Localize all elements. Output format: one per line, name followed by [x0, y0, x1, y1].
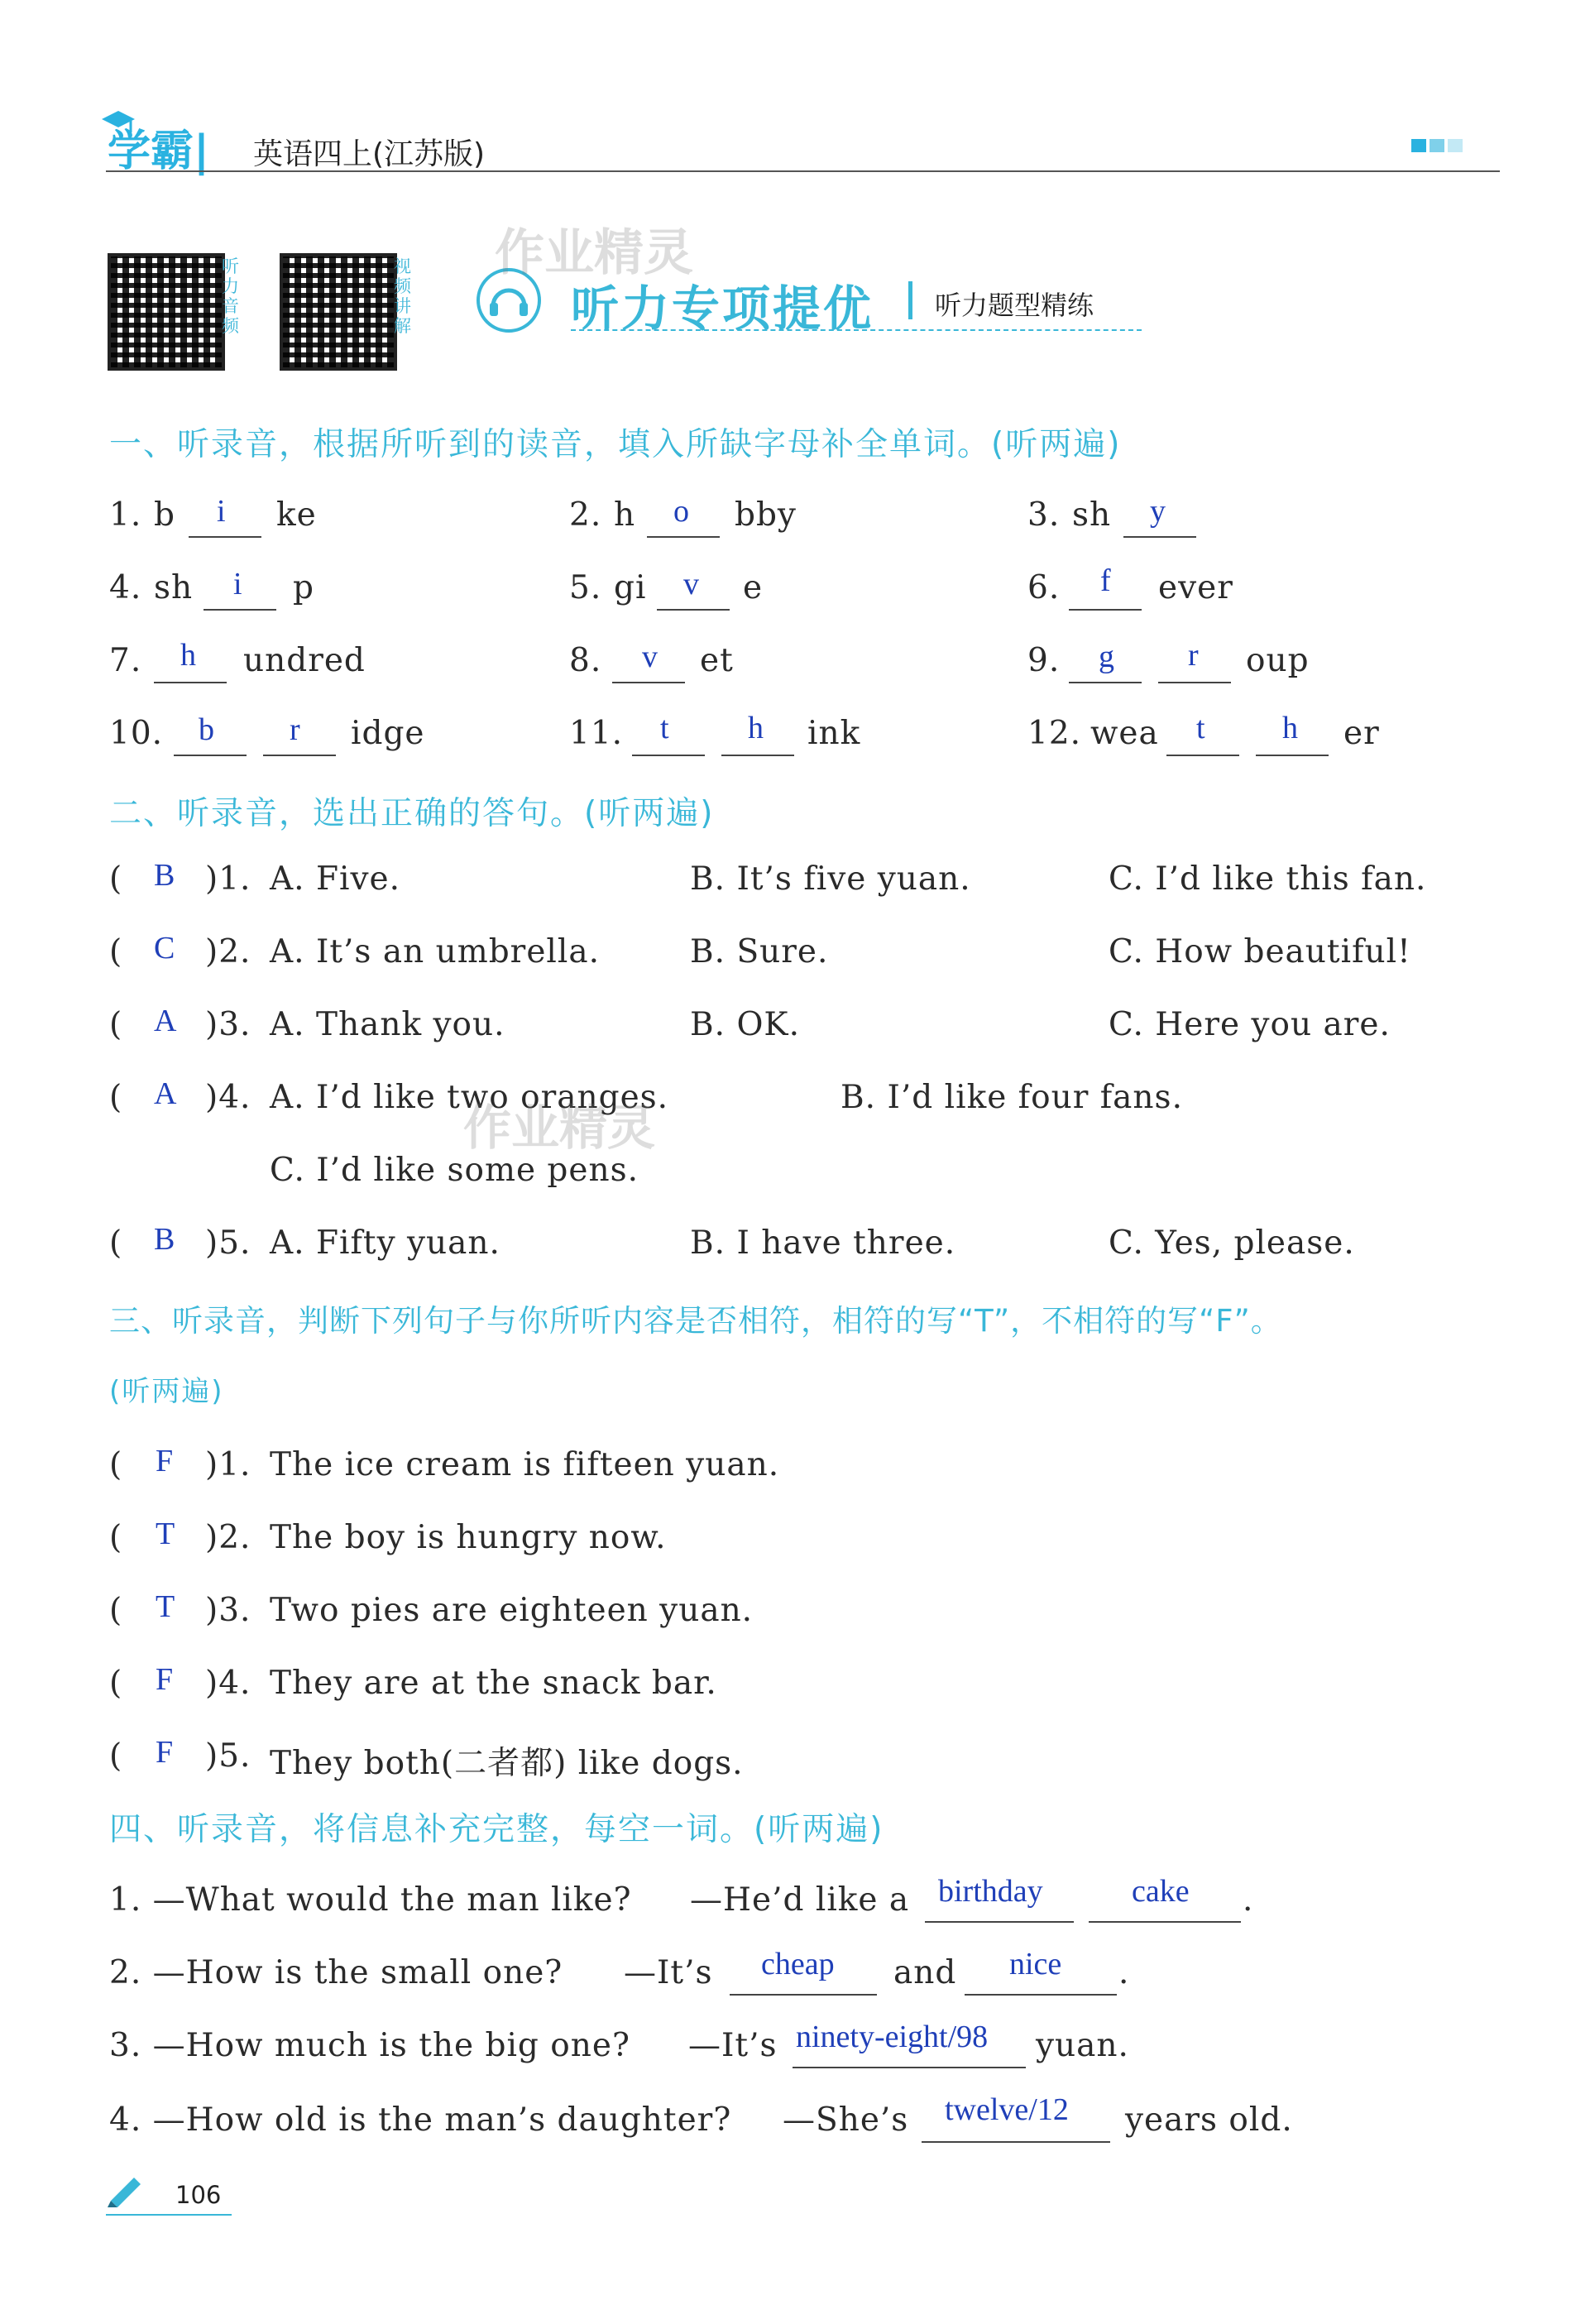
s1-item11-answer1[interactable]: t — [660, 711, 669, 745]
s4-item1-question: 1. —What would the man like? — [109, 1881, 632, 1919]
s3-item4-paren: ( — [109, 1665, 123, 1702]
s1-item5-num: 5. — [569, 569, 602, 606]
s1-item9-answer2[interactable]: r — [1188, 638, 1199, 673]
s1-item6-num: 6. — [1027, 569, 1061, 606]
s4-item1-answer-suffix: . — [1243, 1881, 1254, 1919]
s2-item5-num: )5. — [205, 1224, 251, 1262]
s1-item9-answer1[interactable]: g — [1099, 640, 1114, 674]
s4-item2-answer2[interactable]: nice — [1009, 1947, 1062, 1981]
s4-item4-answer-prefix: —She’s — [783, 2101, 909, 2139]
s4-item3-answer1[interactable]: ninety-eight/98 — [796, 2020, 989, 2054]
s2-item2-option-c: C. How beautiful! — [1109, 933, 1411, 970]
s1-item10-blank1 — [174, 755, 247, 756]
s2-item1-option-a: A. Five. — [270, 860, 401, 898]
s1-item10-blank2 — [263, 755, 336, 756]
s1-item6-part2: ever — [1158, 569, 1233, 606]
s2-item4-answer[interactable]: A — [154, 1076, 177, 1111]
s1-item1-blank — [189, 536, 261, 538]
s3-item4-answer[interactable]: F — [156, 1662, 174, 1697]
banner-divider — [908, 281, 912, 319]
s1-item4-part2: p — [293, 569, 314, 606]
header-squares — [1411, 139, 1463, 156]
s1-item12-answer2[interactable]: h — [1282, 711, 1298, 745]
banner-subtitle: 听力题型精练 — [935, 290, 1094, 321]
s1-item4-answer[interactable]: i — [233, 567, 242, 601]
s1-item12-part1: wea — [1090, 715, 1159, 752]
s1-item1-answer[interactable]: i — [217, 494, 226, 529]
s4-item2-answer1[interactable]: cheap — [761, 1947, 835, 1981]
header-rule — [106, 170, 1500, 172]
banner-watermark: 作业精灵 — [495, 224, 693, 282]
s3-item1-answer[interactable]: F — [156, 1444, 174, 1478]
s2-item2-answer[interactable]: C — [154, 931, 175, 966]
s2-item3-answer[interactable]: A — [154, 1004, 177, 1038]
s1-item7-part2: undred — [243, 642, 366, 679]
s1-item12-num: 12. — [1027, 715, 1082, 752]
page-number: 106 — [175, 2181, 222, 2209]
section2-title: 二、听录音，选出正确的答句。(听两遍) — [109, 795, 715, 832]
s1-item6-blank — [1069, 609, 1142, 611]
s3-item5-answer[interactable]: F — [156, 1735, 174, 1770]
s2-item2-paren: ( — [109, 933, 123, 970]
s2-item5-option-b: B. I have three. — [690, 1224, 956, 1262]
footer-rule — [106, 2214, 232, 2216]
s1-item4-part1: sh — [154, 569, 194, 606]
s2-item3-num: )3. — [205, 1006, 251, 1043]
s4-item4-answer1[interactable]: twelve/12 — [945, 2092, 1069, 2127]
s2-item4-num: )4. — [205, 1079, 251, 1116]
s1-item3-blank — [1123, 536, 1196, 538]
s1-item1-part2: ke — [276, 496, 317, 534]
s1-item2-blank — [647, 536, 720, 538]
s3-item2-text: The boy is hungry now. — [270, 1519, 667, 1556]
s1-item8-part2: et — [700, 642, 734, 679]
s4-item3-answer-prefix: —It’s — [688, 2027, 778, 2064]
s2-item3-option-c: C. Here you are. — [1109, 1006, 1391, 1043]
s4-item1-blank1 — [925, 1921, 1074, 1923]
s1-item7-answer[interactable]: h — [180, 638, 196, 673]
s3-item3-num: )3. — [205, 1592, 251, 1629]
s3-item2-paren: ( — [109, 1519, 123, 1556]
s2-item1-option-b: B. It’s five yuan. — [690, 860, 971, 898]
s2-item1-answer[interactable]: B — [154, 858, 175, 893]
s1-item3-answer[interactable]: y — [1150, 494, 1166, 529]
section3-title: 三、听录音，判断下列句子与你所听内容是否相符，相符的写“T”，不相符的写“F”。 — [109, 1303, 1282, 1339]
s3-item5-paren: ( — [109, 1737, 123, 1775]
s4-item3-answer-suffix: yuan. — [1036, 2027, 1129, 2064]
s2-item1-num: )1. — [205, 860, 251, 898]
s4-item4-answer-suffix: years old. — [1125, 2101, 1293, 2139]
s2-item5-answer[interactable]: B — [154, 1222, 175, 1257]
s4-item2-blank1 — [730, 1994, 877, 1996]
book-title: 英语四上(江苏版) — [253, 137, 486, 171]
s1-item11-answer2[interactable]: h — [748, 711, 764, 745]
s3-item5-text: They both(二者都) like dogs. — [270, 1745, 744, 1782]
s3-item3-paren: ( — [109, 1592, 123, 1629]
s2-item1-paren: ( — [109, 860, 123, 898]
s2-item2-option-b: B. Sure. — [690, 933, 829, 970]
s1-item3-part1: sh — [1072, 496, 1112, 534]
s3-item1-num: )1. — [205, 1446, 251, 1483]
pencil-icon — [106, 2174, 146, 2207]
s2-item4-option-b: B. I’d like four fans. — [840, 1079, 1183, 1116]
s4-item1-answer2[interactable]: cake — [1132, 1874, 1190, 1909]
s1-item9-part2: oup — [1246, 642, 1310, 679]
s2-item3-paren: ( — [109, 1006, 123, 1043]
s1-item10-answer2[interactable]: r — [290, 712, 300, 747]
s1-item2-num: 2. — [569, 496, 602, 534]
audio-qr-code[interactable] — [108, 253, 225, 371]
s3-item5-num: )5. — [205, 1737, 251, 1775]
s1-item12-part2: er — [1343, 715, 1380, 752]
s1-item11-blank1 — [632, 755, 705, 756]
banner-dashed-rule — [571, 329, 1142, 331]
s1-item12-blank2 — [1256, 755, 1329, 756]
s1-item9-num: 9. — [1027, 642, 1061, 679]
s1-item2-part2: bby — [735, 496, 797, 534]
s1-item9-blank1 — [1069, 682, 1142, 683]
s2-item1-option-c: C. I’d like this fan. — [1109, 860, 1427, 898]
s1-item7-num: 7. — [109, 642, 142, 679]
s3-item1-text: The ice cream is fifteen yuan. — [270, 1446, 780, 1483]
s4-item2-question: 2. —How is the small one? — [109, 1954, 563, 1991]
body-watermark: 作业精灵 — [463, 1100, 656, 1156]
s4-item3-question: 3. —How much is the big one? — [109, 2027, 630, 2064]
s4-item4-question: 4. —How old is the man’s daughter? — [109, 2101, 732, 2139]
logo: 学霸| — [108, 127, 210, 176]
s3-item3-answer[interactable]: T — [156, 1589, 175, 1624]
s4-item1-blank2 — [1089, 1921, 1241, 1923]
s3-item2-answer[interactable]: T — [156, 1517, 175, 1551]
s1-item12-answer1[interactable]: t — [1196, 711, 1205, 745]
s2-item5-option-a: A. Fifty yuan. — [270, 1224, 500, 1262]
s1-item6-answer[interactable]: f — [1100, 563, 1111, 598]
banner-title: 听力专项提优 — [571, 280, 874, 337]
s1-item10-part2: idge — [351, 715, 425, 752]
s1-item4-blank — [204, 609, 276, 611]
s1-item2-answer[interactable]: o — [673, 494, 689, 529]
s1-item1-num: 1. — [109, 496, 142, 534]
s4-item3-blank — [793, 2067, 1026, 2068]
s3-item1-paren: ( — [109, 1446, 123, 1483]
s1-item7-blank — [154, 682, 227, 683]
s1-item11-blank2 — [721, 755, 794, 756]
s4-item1-answer-prefix: —He’d like a — [690, 1881, 910, 1919]
s1-item8-answer[interactable]: v — [642, 640, 658, 674]
video-qr-code[interactable] — [280, 253, 397, 371]
s4-item2-blank2 — [965, 1994, 1117, 1996]
s1-item3-num: 3. — [1027, 496, 1061, 534]
s1-item5-answer[interactable]: v — [683, 567, 699, 601]
s2-item2-num: )2. — [205, 933, 251, 970]
s4-item2-answer-prefix: —It’s — [624, 1954, 713, 1991]
s1-item11-part2: ink — [807, 715, 861, 752]
s3-item4-num: )4. — [205, 1665, 251, 1702]
s1-item10-num: 10. — [109, 715, 164, 752]
s1-item5-blank — [657, 609, 730, 611]
audio-qr-label: 听力音频 — [222, 256, 239, 336]
s2-item5-option-c: C. Yes, please. — [1109, 1224, 1355, 1262]
s4-item2-mid: and — [893, 1954, 957, 1991]
s3-item4-text: They are at the snack bar. — [270, 1665, 717, 1702]
s3-item2-num: )2. — [205, 1519, 251, 1556]
s1-item2-part1: h — [614, 496, 636, 534]
s3-item3-text: Two pies are eighteen yuan. — [270, 1592, 754, 1629]
s1-item1-part1: b — [154, 496, 175, 534]
s1-item8-blank — [612, 682, 685, 683]
s1-item8-num: 8. — [569, 642, 602, 679]
s1-item10-answer1[interactable]: b — [199, 712, 214, 747]
graduation-cap-icon — [98, 104, 139, 137]
s1-item9-blank2 — [1158, 682, 1231, 683]
section4-title: 四、听录音，将信息补充完整，每空一词。(听两遍) — [109, 1811, 884, 1848]
s1-item5-part1: gi — [614, 569, 647, 606]
video-qr-label: 视频讲解 — [394, 256, 411, 336]
s1-item11-num: 11. — [569, 715, 624, 752]
s2-item4-paren: ( — [109, 1079, 123, 1116]
s2-item3-option-a: A. Thank you. — [270, 1006, 505, 1043]
s2-item2-option-a: A. It’s an umbrella. — [270, 933, 600, 970]
s2-item5-paren: ( — [109, 1224, 123, 1262]
s2-item3-option-b: B. OK. — [690, 1006, 800, 1043]
s4-item4-blank — [922, 2141, 1110, 2143]
section3-title-note: (听两遍) — [109, 1375, 224, 1408]
s4-item2-answer-suffix: . — [1118, 1954, 1130, 1991]
s1-item5-part2: e — [743, 569, 764, 606]
logo-text: 学霸 — [108, 127, 194, 176]
s2-item4-option-a: A. I’d like two oranges. — [270, 1079, 669, 1116]
s1-item12-blank1 — [1166, 755, 1239, 756]
s1-item4-num: 4. — [109, 569, 142, 606]
s2-item4-option-c: C. I’d like some pens. — [270, 1152, 639, 1189]
section1-title: 一、听录音，根据所听到的读音，填入所缺字母补全单词。(听两遍) — [109, 426, 1122, 463]
s4-item1-answer1[interactable]: birthday — [938, 1874, 1043, 1909]
